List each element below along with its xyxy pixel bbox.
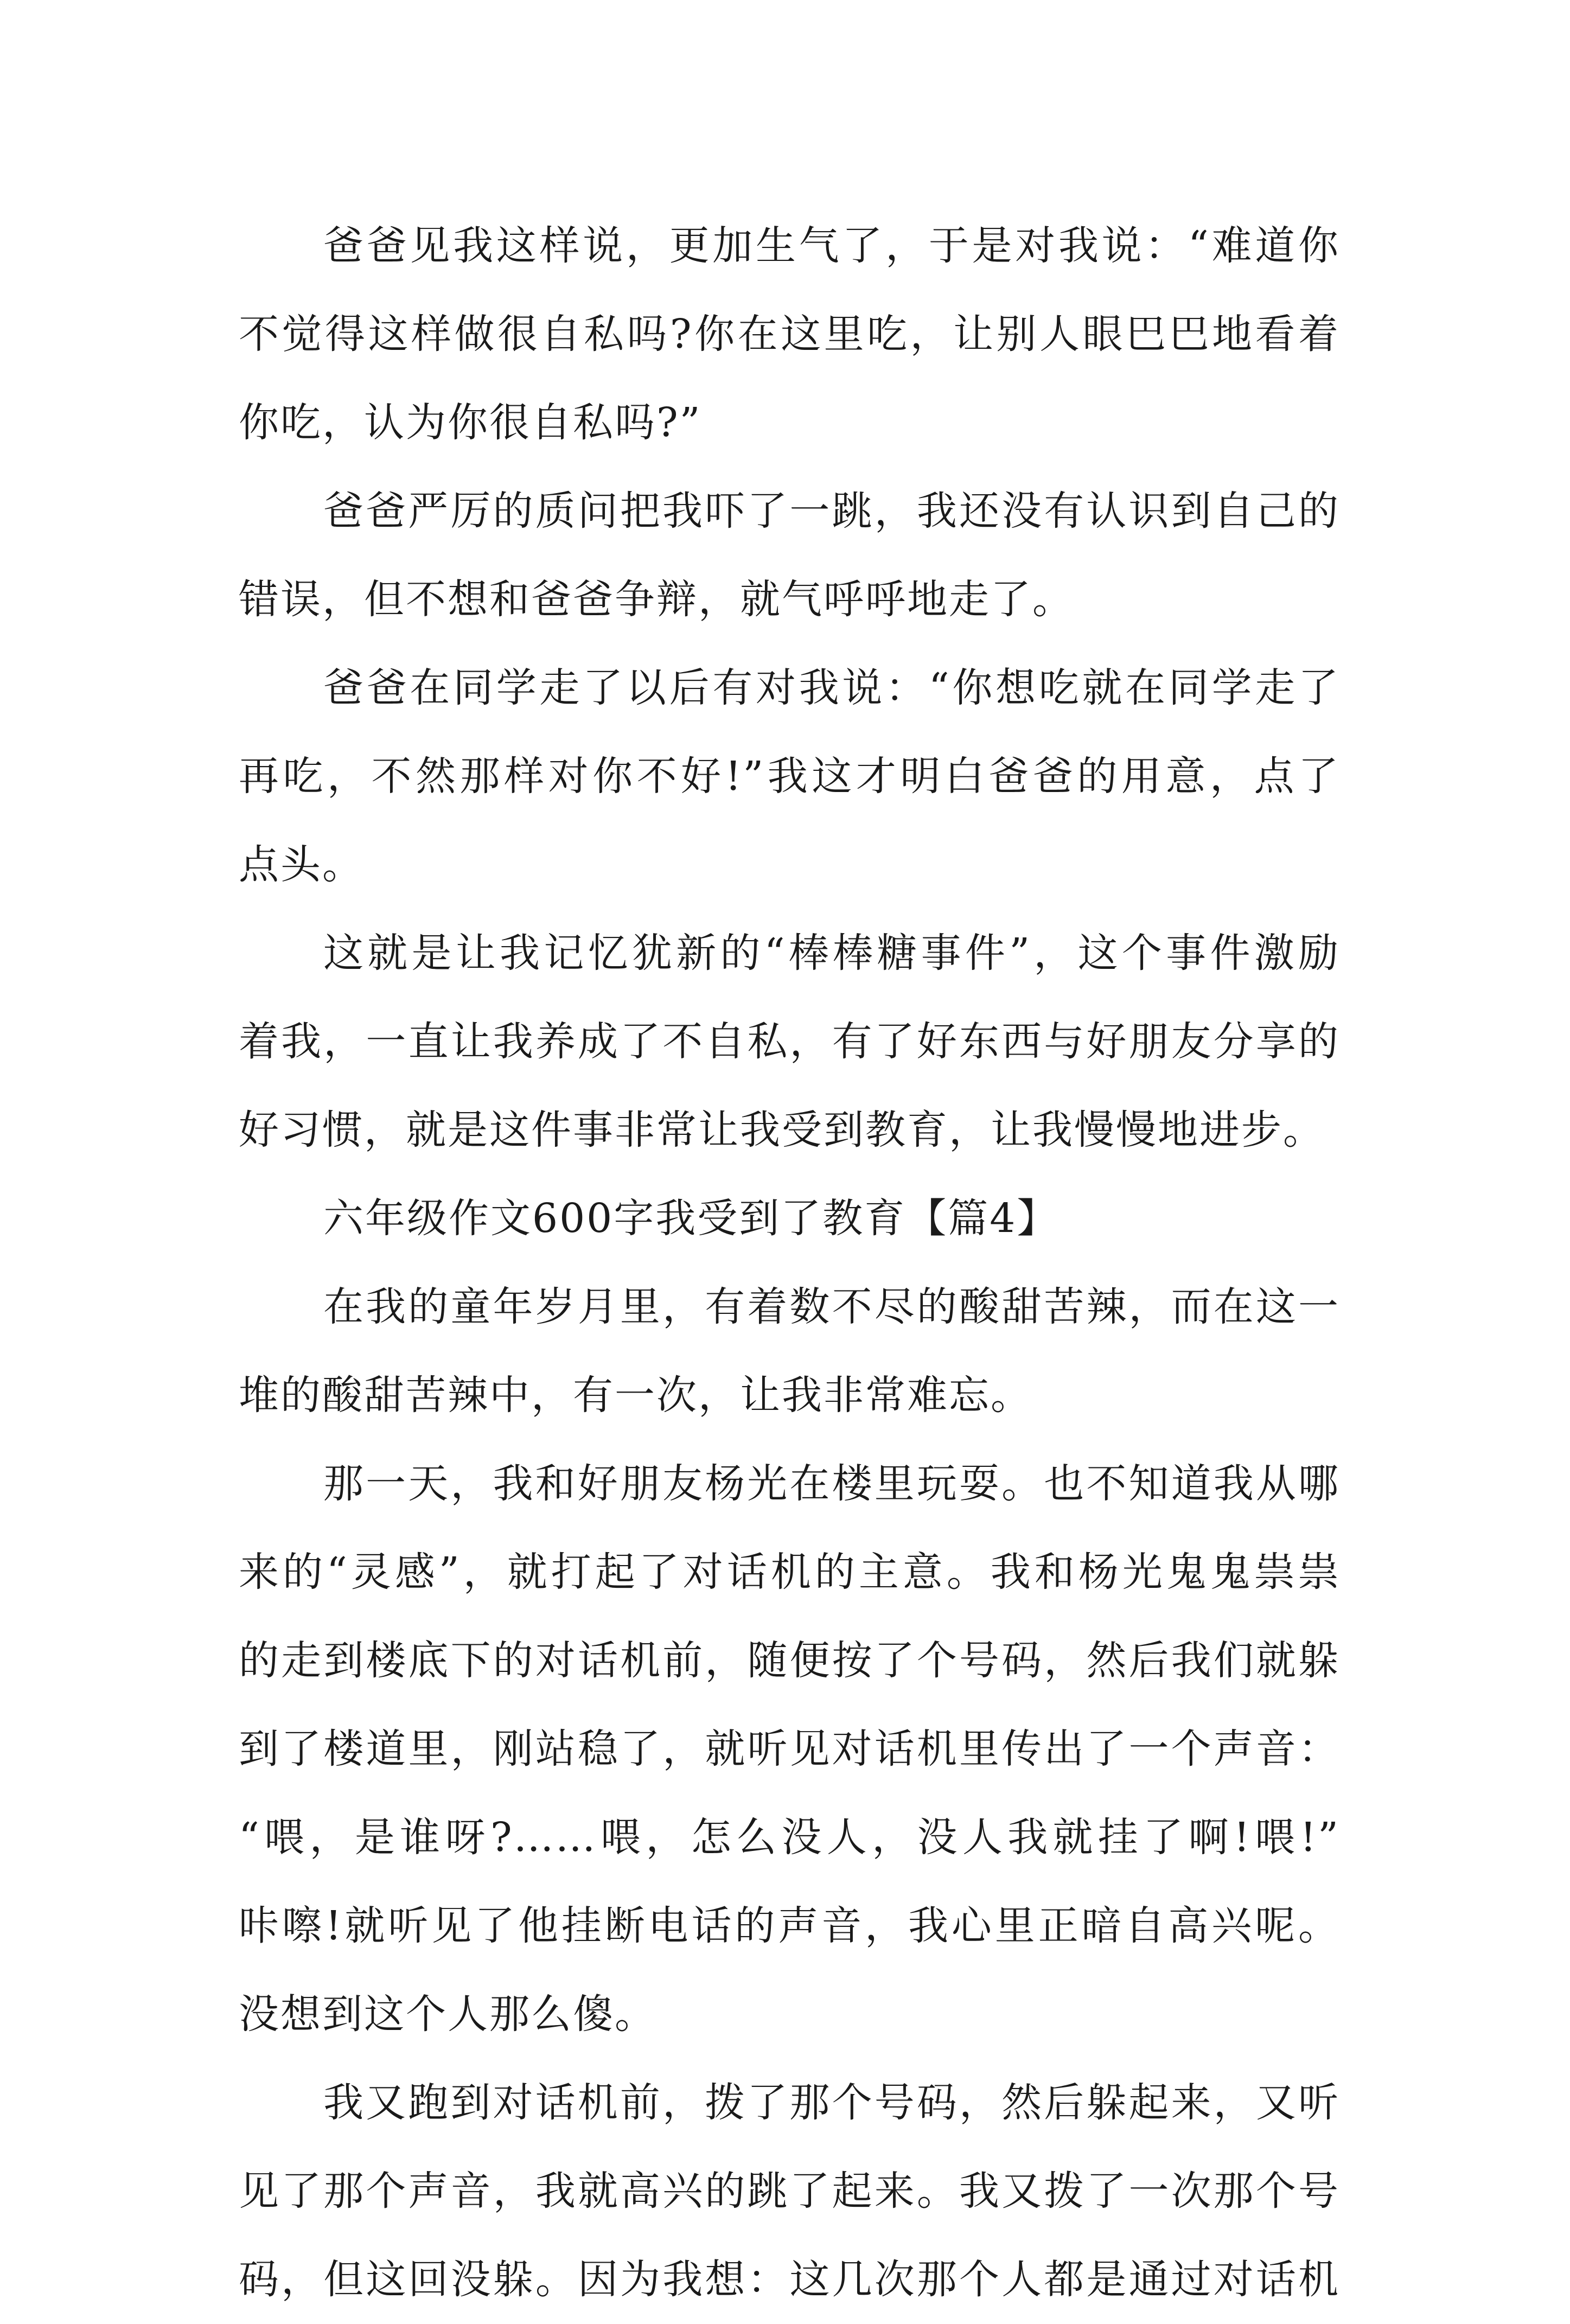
text-line: 爸爸严厉的质问把我吓了一跳，我还没有认识到自己的 xyxy=(323,488,1340,534)
text-line: 不觉得这样做很自私吗?你在这里吃，让别人眼巴巴地看着 xyxy=(239,311,1340,357)
paragraph xyxy=(239,467,1340,644)
text-line: 再吃，不然那样对你不好!”我这才明白爸爸的用意，点了 xyxy=(239,753,1340,800)
paragraph xyxy=(239,2059,1340,2324)
document-body xyxy=(239,202,1340,2324)
heading-line: 六年级作文600字我受到了教育【篇4】 xyxy=(323,1195,1059,1242)
paragraph xyxy=(239,644,1340,909)
paragraph xyxy=(239,202,1340,467)
text-line: “喂，是谁呀?……喂，怎么没人，没人我就挂了啊!喂!” xyxy=(239,1814,1340,1861)
text-line: 爸爸在同学走了以后有对我说：“你想吃就在同学走了 xyxy=(323,665,1340,711)
text-line: 堆的酸甜苦辣中，有一次，让我非常难忘。 xyxy=(239,1372,1032,1419)
text-line: 错误，但不想和爸爸争辩，就气呼呼地走了。 xyxy=(239,576,1074,623)
paragraph xyxy=(239,1263,1340,1440)
text-line: 在我的童年岁月里，有着数不尽的酸甜苦辣，而在这一 xyxy=(323,1284,1340,1330)
text-line: 见了那个声音，我就高兴的跳了起来。我又拨了一次那个号 xyxy=(239,2168,1340,2214)
text-line: 着我，一直让我养成了不自私，有了好东西与好朋友分享的 xyxy=(239,1018,1340,1065)
text-line: 到了楼道里，刚站稳了，就听见对话机里传出了一个声音： xyxy=(239,1726,1340,1772)
paragraph xyxy=(239,909,1340,1174)
text-line: 点头。 xyxy=(239,841,364,888)
text-line: 来的“灵感”，就打起了对话机的主意。我和杨光鬼鬼祟祟 xyxy=(239,1549,1340,1595)
text-line: 那一天，我和好朋友杨光在楼里玩耍。也不知道我从哪 xyxy=(323,1460,1340,1507)
text-line: 咔嚓!就听见了他挂断电话的声音，我心里正暗自高兴呢。 xyxy=(239,1902,1340,1949)
text-line: 我又跑到对话机前，拨了那个号码，然后躲起来，又听 xyxy=(323,2079,1340,2126)
text-line: 的走到楼底下的对话机前，随便按了个号码，然后我们就躲 xyxy=(239,1637,1340,1684)
text-line: 好习惯，就是这件事非常让我受到教育，让我慢慢地进步。 xyxy=(239,1107,1325,1153)
text-line: 这就是让我记忆犹新的“棒棒糖事件”，这个事件激励 xyxy=(323,930,1340,976)
text-line: 你吃，认为你很自私吗?” xyxy=(239,399,702,446)
text-line: 码，但这回没躲。因为我想：这几次那个人都是通过对话机 xyxy=(239,2256,1340,2303)
section-heading xyxy=(239,1174,1340,1263)
text-line: 爸爸见我这样说，更加生气了，于是对我说：“难道你 xyxy=(323,222,1340,269)
paragraph xyxy=(239,1440,1340,2059)
text-line: 没想到这个人那么傻。 xyxy=(239,1991,656,2038)
